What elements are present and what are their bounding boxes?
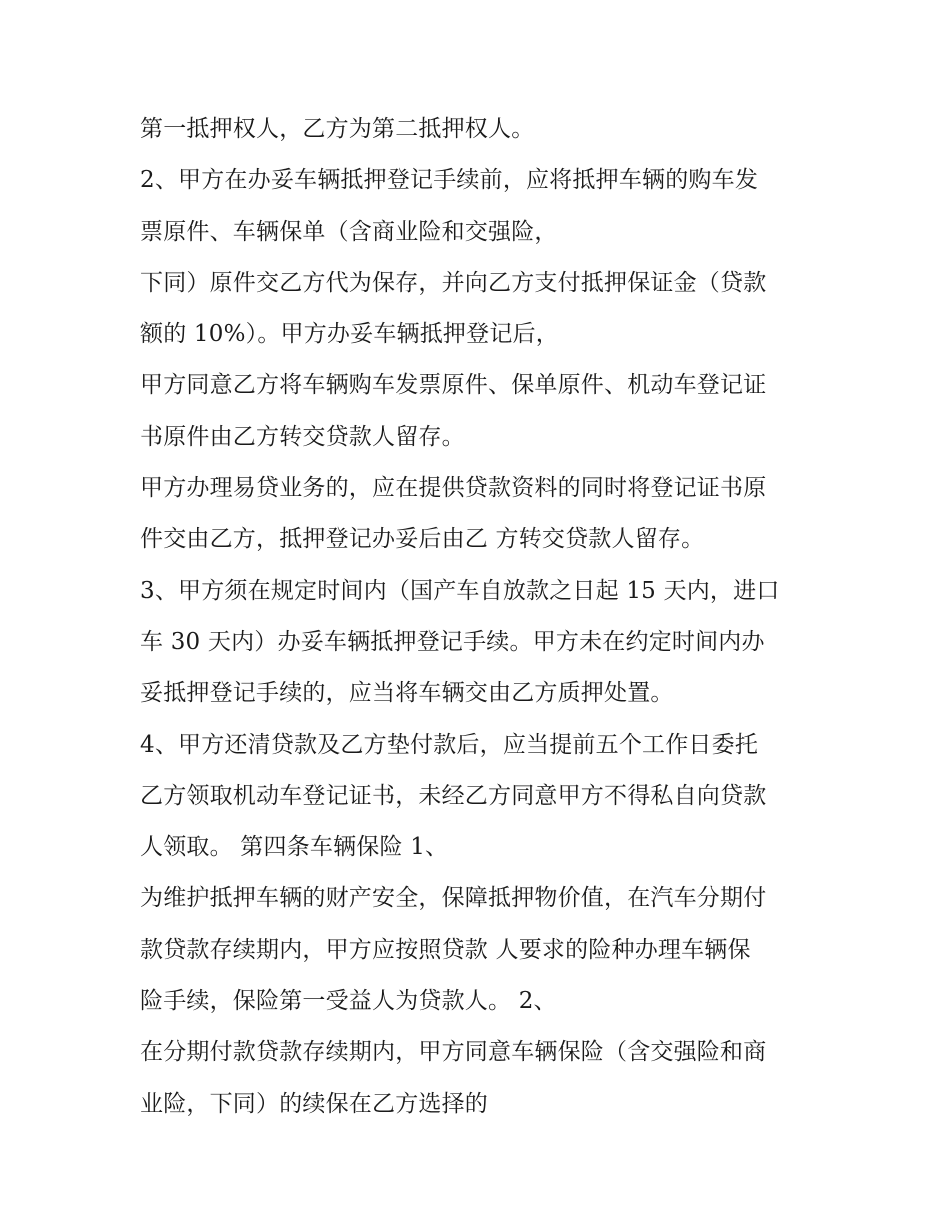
text-line: 书原件由乙方转交贷款人留存。 [140, 423, 465, 450]
text-line: 甲方同意乙方将车辆购车发票原件、保单原件、机动车登记证 [140, 372, 767, 399]
text-line: 3、甲方须在规定时间内（国产车自放款之日起 15 天内，进口 [140, 577, 780, 604]
text-line: 甲方办理易贷业务的，应在提供贷款资料的同时将登记证书原 [140, 475, 767, 502]
text-line: 险手续，保险第一受益人为贷款人。 2、 [140, 988, 557, 1015]
text-line: 2、甲方在办妥车辆抵押登记手续前，应将抵押车辆的购车发 [140, 167, 759, 194]
text-line: 妥抵押登记手续的，应当将车辆交由乙方质押处置。 [140, 680, 674, 707]
text-line: 第一抵押权人，乙方为第二抵押权人。 [140, 116, 535, 142]
text-line: 在分期付款贷款存续期内，甲方同意车辆保险（含交强险和商 [140, 1039, 767, 1066]
text-line: 为维护抵押车辆的财产安全，保障抵押物价值，在汽车分期付 [140, 885, 767, 912]
text-line: 件交由乙方，抵押登记办妥后由乙 方转交贷款人留存。 [140, 526, 705, 553]
text-line: 乙方领取机动车登记证书，未经乙方同意甲方不得私自向贷款 [140, 782, 767, 809]
text-line: 款贷款存续期内，甲方应按照贷款 人要求的险种办理车辆保 [140, 936, 751, 963]
text-line: 下同）原件交乙方代为保存，并向乙方支付抵押保证金（贷款 [140, 269, 767, 296]
text-line: 4、甲方还清贷款及乙方垫付款后，应当提前五个工作日委托 [140, 731, 759, 758]
text-line: 人领取。 第四条车辆保险 1、 [140, 834, 449, 861]
text-line: 票原件、车辆保单（含商业险和交强险， [140, 218, 558, 245]
text-line: 业险，下同）的续保在乙方选择的 [140, 1090, 488, 1117]
document-body [140, 104, 830, 1130]
text-line: 额的 10%）。甲方办妥车辆抵押登记后， [140, 321, 559, 348]
text-line: 车 30 天内）办妥车辆抵押登记手续。甲方未在约定时间内办 [140, 628, 765, 655]
